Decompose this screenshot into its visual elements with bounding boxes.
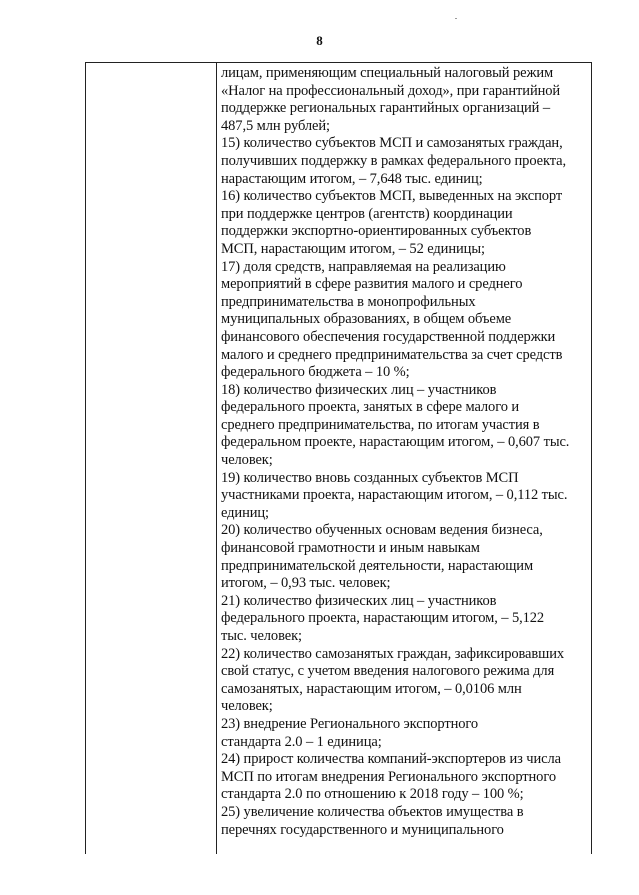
text-line: лицам, применяющим специальный налоговый режим [221,65,554,81]
text-line: 19) количество вновь созданных субъектов МСП [221,469,519,486]
text-line: 15) количество субъектов МСП и самозанятых граждан, [221,135,563,152]
text-line: получивших поддержку в рамках федерального проекта, [221,152,567,169]
text-line: предпринимательства в монопрофильных [221,293,476,310]
text-line: 18) количество физических лиц – участников [221,381,497,398]
text-line: при поддержке центров (агентств) координации [221,205,513,222]
text-line: поддержке региональных гарантийных организаций – [221,100,550,117]
table-cell-text [221,65,589,839]
text-line: человек; [221,452,273,469]
text-line: свой статус, с учетом введения налогового режима для [221,663,555,680]
text-line: 25) увеличение количества объектов имущества в [221,803,524,820]
text-line: самозанятых, нарастающим итогом, – 0,0106 млн [221,680,522,697]
text-line: федерального проекта, занятых в сфере малого и [221,399,520,416]
text-line: 487,5 млн рублей; [221,117,330,134]
text-line: 20) количество обученных основам ведения бизнеса, [221,522,543,539]
text-line: федерального проекта, нарастающим итогом, – 5,122 [221,610,545,627]
text-line: стандарта 2.0 – 1 единица; [221,733,382,750]
text-line: итогом, – 0,93 тыс. человек; [221,575,391,592]
text-line: 22) количество самозанятых граждан, зафиксировавших [221,645,565,662]
text-line: 21) количество физических лиц – участников [221,592,497,609]
text-line: поддержки экспортно-ориентированных субъектов [221,223,532,240]
text-line: 23) внедрение Регионального экспортного [221,715,479,732]
text-line: 16) количество субъектов МСП, выведенных на экспорт [221,188,563,205]
text-line: финансового обеспечения государственной поддержки [221,328,556,345]
text-line: нарастающим итогом, – 7,648 тыс. единиц; [221,170,483,187]
page-number: 8 [316,33,323,48]
column-divider [216,63,217,854]
text-line: муниципальных образованиях, в общем объеме [221,311,512,328]
text-line: федерального бюджета – 10 %; [221,364,410,381]
text-line: финансовой грамотности и иным навыкам [221,540,480,557]
text-line: человек; [221,698,273,715]
text-line: 24) прирост количества компаний-экспортеров из числа [221,751,561,768]
text-line: предпринимательской деятельности, нарастающим [221,557,534,574]
text-line: мероприятий в сфере развития малого и среднего [221,276,523,293]
text-line: 17) доля средств, направляемая на реализацию [221,258,506,275]
text-line: перечнях государственного и муниципального [221,821,504,838]
text-line: единиц; [221,504,269,521]
text-line: малого и среднего предпринимательства за счет средств [221,346,563,363]
text-line: МСП по итогам внедрения Регионального экспортного [221,768,556,785]
text-line: участниками проекта, нарастающим итогом, – 0,112 тыс. [221,487,568,504]
text-line: стандарта 2.0 по отношению к 2018 году – 100 %; [221,786,524,803]
scan-speck [455,18,457,19]
text-line: «Налог на профессиональный доход», при гарантийной [221,82,561,99]
text-line: МСП, нарастающим итогом, – 52 единицы; [221,240,485,257]
text-line: среднего предпринимательства, по итогам участия в [221,416,540,433]
text-line: тыс. человек; [221,628,302,644]
text-line: федеральном проекте, нарастающим итогом, – 0,607 тыс. [221,434,570,451]
document-table [85,62,592,854]
